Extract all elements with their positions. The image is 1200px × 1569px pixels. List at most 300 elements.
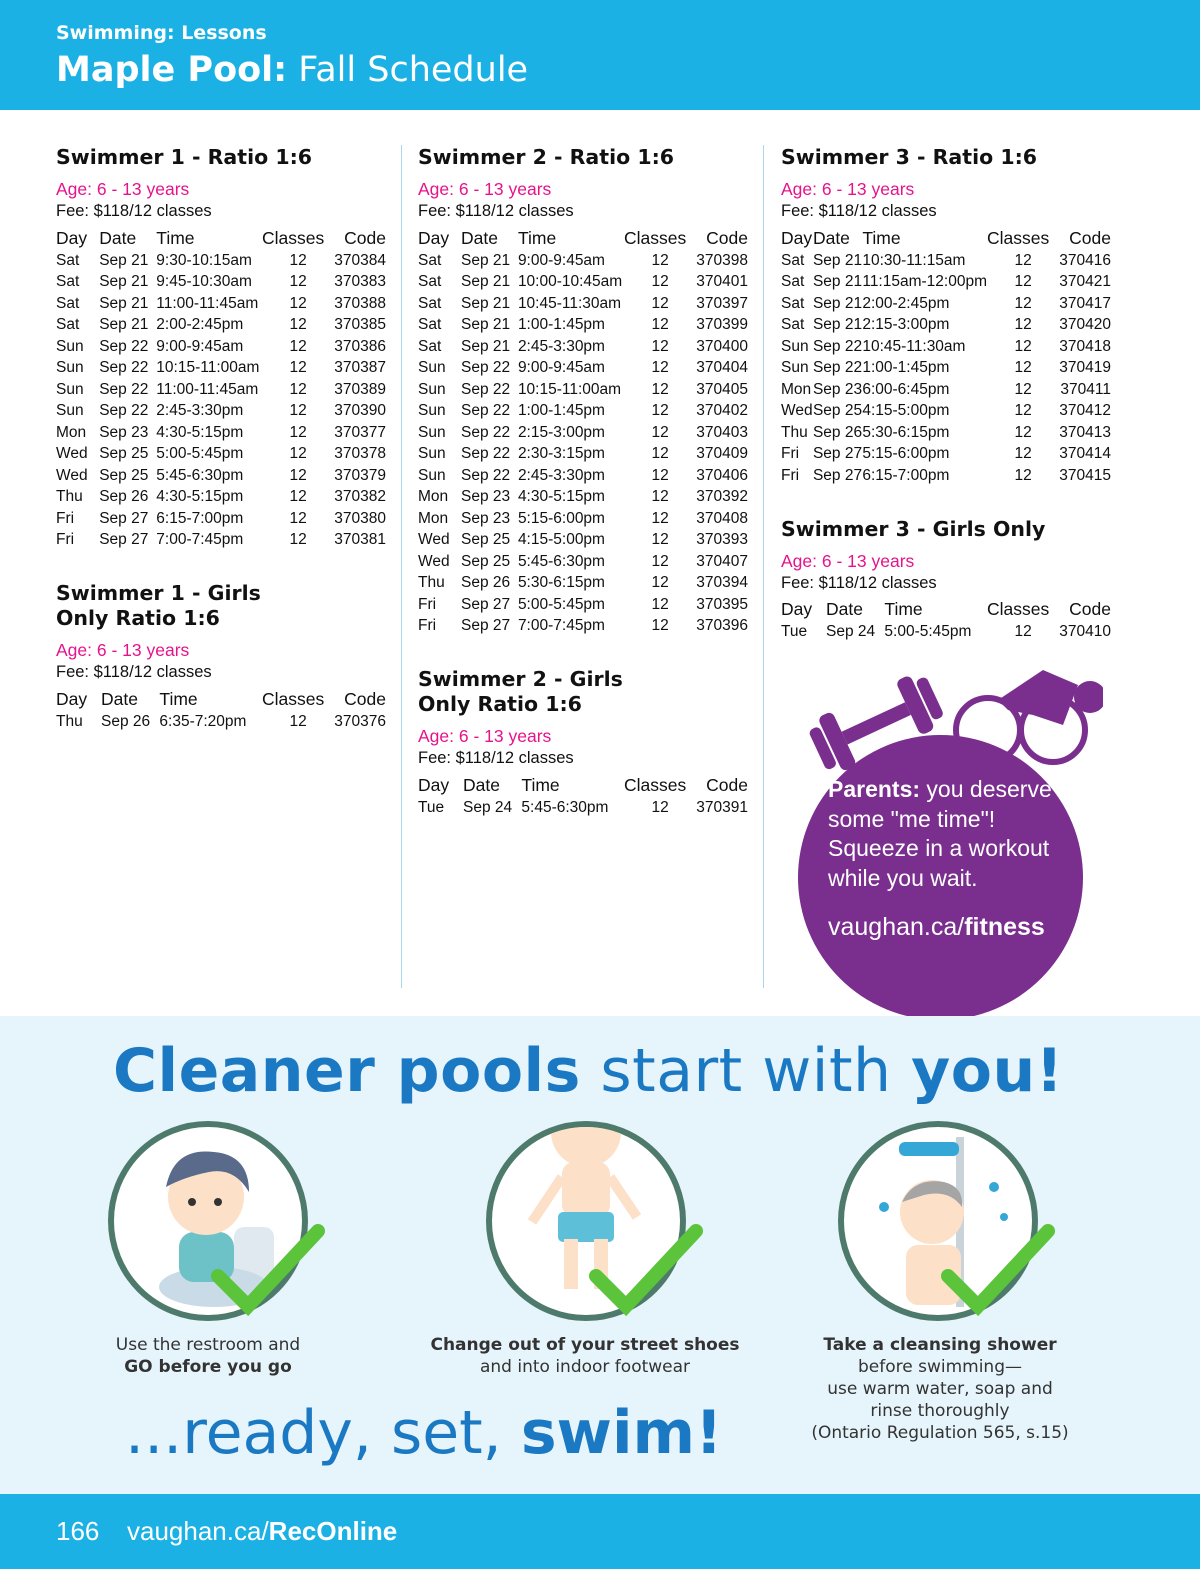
cell-code: 370406 (696, 466, 748, 484)
cell-code: 370421 (1059, 273, 1111, 291)
caption-line-bold: Change out of your street shoes (430, 1335, 740, 1355)
cell-code: 370411 (1060, 380, 1111, 398)
cell-date: Sep 24 (463, 798, 513, 816)
cell-date: Sep 26 (99, 488, 149, 506)
cell-code: 370418 (1059, 337, 1111, 355)
cell-day: Sat (418, 251, 442, 269)
cell-date: Sep 27 (461, 617, 511, 635)
column-header-time: Time (159, 688, 198, 709)
fitness-url-bold: fitness (964, 913, 1045, 941)
cell-code: 370380 (334, 509, 386, 527)
cell-time: 5:45-6:30pm (156, 466, 244, 484)
cell-date: Sep 22 (99, 380, 149, 398)
cell-day: Sat (418, 337, 442, 355)
column-header-time: Time (517, 227, 557, 248)
cell-classes: 12 (289, 466, 307, 484)
cell-classes: 12 (651, 402, 669, 420)
table-row (781, 444, 1111, 466)
table-header-row (781, 598, 1111, 622)
cell-classes: 12 (651, 294, 669, 312)
column-header-classes: Classes (624, 227, 687, 248)
table-row (56, 250, 386, 272)
cell-classes: 12 (289, 359, 307, 377)
cell-day: Wed (56, 466, 88, 484)
page-title (56, 50, 528, 90)
column-header-classes: Classes (987, 599, 1050, 619)
title-part-a: Cleaner pools (113, 1036, 581, 1106)
cell-time: 4:15-5:00pm (862, 402, 950, 420)
table-row (781, 622, 1111, 644)
caption-restroom (48, 1334, 368, 1378)
cell-code: 370409 (696, 445, 748, 463)
cell-date: Sep 22 (461, 402, 511, 420)
cell-day: Thu (781, 423, 808, 441)
cell-code: 370388 (334, 294, 386, 312)
table-row (418, 508, 748, 530)
age-range: Age: 6 - 13 years (781, 550, 915, 571)
cell-time: 1:00-1:45pm (862, 359, 950, 377)
table-row (56, 358, 386, 380)
caption-shoes (425, 1334, 745, 1378)
table-row (56, 444, 386, 466)
cell-code: 370408 (696, 509, 748, 527)
cell-time: 11:00-11:45am (156, 294, 259, 312)
cell-date: Sep 21 (99, 273, 149, 291)
footer-url-bold: RecOnline (268, 1516, 398, 1546)
cell-code: 370390 (334, 402, 386, 420)
table-row (418, 797, 748, 819)
caption-line: (Ontario Regulation 565, s.15) (811, 1423, 1069, 1443)
table-row (418, 594, 748, 616)
cell-code: 370413 (1059, 423, 1111, 441)
cell-date: Sep 21 (99, 316, 149, 334)
cell-time: 5:00-5:45pm (884, 623, 972, 641)
cell-classes: 12 (1014, 294, 1032, 312)
cell-date: Sep 27 (99, 531, 149, 549)
column-header-day: Day (781, 227, 813, 248)
cell-code: 370397 (696, 294, 748, 312)
cell-day: Tue (781, 623, 808, 641)
table-row (56, 465, 386, 487)
cell-time: 2:30-3:15pm (517, 445, 605, 463)
shower-illustration (838, 1121, 1038, 1321)
schedule-table (56, 687, 386, 733)
cell-time: 9:30-10:15am (156, 251, 252, 269)
cell-date: Sep 23 (812, 380, 863, 398)
cell-code: 370383 (334, 273, 386, 291)
column-header-day: Day (418, 774, 450, 795)
cell-code: 370402 (696, 402, 748, 420)
column-header-code: Code (1069, 599, 1111, 619)
cell-time: 2:45-3:30pm (156, 402, 244, 420)
caption-line: use warm water, soap and (827, 1379, 1053, 1399)
cleaner-pools-banner (0, 1016, 1200, 1494)
cell-day: Mon (56, 423, 87, 441)
cell-classes: 12 (651, 509, 669, 527)
cell-day: Wed (418, 552, 450, 570)
cell-classes: 12 (289, 294, 307, 312)
cell-day: Sun (418, 359, 446, 377)
table-row (418, 551, 748, 573)
cell-time: 2:45-3:30pm (517, 337, 605, 355)
cell-day: Tue (418, 798, 445, 816)
cell-classes: 12 (289, 402, 307, 420)
cell-classes: 12 (289, 712, 307, 730)
schedule-block (56, 581, 386, 733)
cell-day: Fri (56, 509, 75, 527)
cell-date: Sep 22 (812, 337, 863, 355)
table-row (781, 336, 1111, 358)
cell-classes: 12 (651, 316, 669, 334)
table-row (418, 616, 748, 638)
fitness-promo[interactable] (783, 655, 1103, 1005)
cell-day: Fri (56, 531, 75, 549)
caption-line-bold: Take a cleansing shower (823, 1335, 1057, 1355)
schedule-block (781, 517, 1111, 644)
cell-date: Sep 22 (461, 359, 511, 377)
table-row (56, 315, 386, 337)
cell-code: 370416 (1059, 251, 1111, 269)
cell-classes: 12 (1014, 380, 1032, 398)
cell-day: Sun (781, 337, 809, 355)
cell-code: 370395 (696, 595, 748, 613)
column-header-classes: Classes (987, 227, 1050, 248)
cell-time: 7:00-7:45pm (156, 531, 244, 549)
cell-classes: 12 (1014, 316, 1032, 334)
cell-code: 370419 (1059, 359, 1111, 377)
cell-time: 6:00-6:45pm (862, 380, 950, 398)
cell-day: Sat (418, 273, 442, 291)
table-row (781, 465, 1111, 487)
column-header-time: Time (884, 599, 923, 619)
table-row (56, 293, 386, 315)
table-row (418, 530, 748, 552)
cell-code: 370386 (334, 337, 386, 355)
age-range: Age: 6 - 13 years (56, 179, 190, 199)
cell-classes: 12 (289, 509, 307, 527)
cell-time: 10:15-11:00am (517, 380, 622, 398)
table-header-row (781, 226, 1111, 250)
cell-date: Sep 21 (812, 273, 863, 291)
table-row (781, 422, 1111, 444)
fee: Fee: $118/12 classes (418, 202, 574, 220)
cell-time: 6:15-7:00pm (862, 466, 950, 484)
cell-date: Sep 25 (99, 445, 149, 463)
restroom-illustration (108, 1121, 308, 1321)
block-title: Swimmer 1 - Girls Only Ratio 1:6 (56, 581, 261, 630)
table-row (418, 250, 748, 272)
cell-day: Sat (781, 294, 805, 312)
cell-code: 370385 (334, 316, 386, 334)
footer-link[interactable] (127, 1516, 397, 1547)
cell-code: 370412 (1059, 402, 1111, 420)
caption-line: rinse thoroughly (870, 1401, 1010, 1421)
title-rest: Fall Schedule (287, 50, 529, 90)
fitness-url-plain: vaughan.ca/ (828, 913, 965, 941)
table-row (418, 336, 748, 358)
cell-date: Sep 27 (99, 509, 149, 527)
cell-classes: 12 (651, 552, 669, 570)
cell-time: 5:45-6:30pm (517, 552, 605, 570)
cell-code: 370399 (696, 316, 748, 334)
cell-day: Thu (418, 574, 445, 592)
cell-classes: 12 (1014, 623, 1032, 641)
table-row (56, 422, 386, 444)
page-number: 166 (56, 1516, 100, 1546)
cell-time: 4:30-5:15pm (156, 423, 244, 441)
column-header-code: Code (706, 774, 748, 795)
column-header-code: Code (344, 227, 386, 248)
cell-date: Sep 25 (812, 402, 863, 420)
cell-time: 10:00-10:45am (517, 273, 623, 291)
cell-day: Sat (56, 273, 80, 291)
cell-classes: 12 (651, 337, 669, 355)
cell-date: Sep 26 (461, 574, 511, 592)
checkmark-icon (586, 1221, 706, 1321)
cell-day: Sun (418, 466, 446, 484)
cell-classes: 12 (1014, 402, 1032, 420)
cell-date: Sep 22 (812, 359, 863, 377)
cell-code: 370384 (334, 251, 386, 269)
age-range: Age: 6 - 13 years (418, 179, 552, 199)
cell-time: 5:45-6:30pm (521, 798, 609, 816)
fee: Fee: $118/12 classes (781, 573, 937, 592)
table-row (56, 711, 386, 733)
cell-date: Sep 21 (461, 337, 511, 355)
fee: Fee: $118/12 classes (781, 202, 937, 220)
cell-code: 370417 (1059, 294, 1111, 312)
caption-line: before swimming— (857, 1357, 1022, 1377)
cell-code: 370404 (696, 359, 748, 377)
cell-time: 5:30-6:15pm (862, 423, 950, 441)
fitness-message (828, 775, 1058, 893)
table-row (418, 573, 748, 595)
cell-code: 370382 (334, 488, 386, 506)
cell-code: 370387 (334, 359, 386, 377)
cell-time: 10:15-11:00am (156, 359, 260, 377)
table-row (418, 422, 748, 444)
cell-classes: 12 (1014, 359, 1032, 377)
cell-classes: 12 (289, 531, 307, 549)
cell-date: Sep 22 (461, 423, 511, 441)
cell-date: Sep 27 (812, 445, 863, 463)
column-header-time: Time (862, 227, 901, 248)
cell-date: Sep 25 (99, 466, 149, 484)
age-range: Age: 6 - 13 years (56, 640, 190, 660)
cell-day: Sat (418, 294, 442, 312)
column-header-day: Day (418, 227, 450, 248)
cell-classes: 12 (651, 251, 669, 269)
schedule-column-2 (418, 145, 748, 849)
cell-time: 4:30-5:15pm (156, 488, 244, 506)
cell-time: 5:00-5:45pm (156, 445, 244, 463)
schedule-table (781, 226, 1111, 487)
cell-date: Sep 21 (461, 251, 511, 269)
cell-classes: 12 (651, 359, 669, 377)
column-header-date: Date (812, 227, 850, 248)
cell-date: Sep 24 (826, 623, 876, 641)
schedule-table (418, 226, 748, 637)
cell-code: 370379 (334, 466, 386, 484)
cell-classes: 12 (1014, 423, 1032, 441)
column-divider (401, 145, 402, 988)
age-range: Age: 6 - 13 years (781, 179, 915, 199)
cell-date: Sep 21 (99, 251, 149, 269)
block-title: Swimmer 2 - Ratio 1:6 (418, 145, 675, 169)
cell-time: 7:00-7:45pm (517, 617, 605, 635)
cell-code: 370392 (696, 488, 748, 506)
cell-code: 370415 (1059, 466, 1111, 484)
table-row (418, 401, 748, 423)
caption-line: Use the restroom and (115, 1335, 301, 1355)
cell-day: Fri (418, 617, 437, 635)
cell-time: 4:30-5:15pm (517, 488, 605, 506)
cell-day: Wed (418, 531, 450, 549)
page-footer (0, 1494, 1200, 1569)
cell-classes: 12 (651, 273, 669, 291)
footer-url-plain: vaughan.ca/ (127, 1516, 269, 1546)
cell-time: 2:00-2:45pm (156, 316, 244, 334)
cell-date: Sep 21 (812, 316, 863, 334)
cell-time: 2:15-3:00pm (517, 423, 605, 441)
cell-date: Sep 27 (812, 466, 863, 484)
schedule-table (418, 773, 748, 819)
fitness-link[interactable] (828, 913, 1045, 942)
cell-day: Thu (56, 712, 83, 730)
cell-date: Sep 21 (461, 273, 511, 291)
table-row (56, 508, 386, 530)
table-row (56, 401, 386, 423)
column-header-date: Date (461, 227, 498, 248)
table-row (781, 379, 1111, 401)
cell-classes: 12 (289, 273, 307, 291)
cell-day: Sat (781, 316, 805, 334)
cell-date: Sep 22 (99, 359, 149, 377)
cell-day: Sun (781, 359, 809, 377)
cell-code: 370400 (696, 337, 748, 355)
cell-day: Sun (418, 402, 446, 420)
cell-classes: 12 (651, 574, 669, 592)
fitness-text: you deserve some "me time"! Squeeze in a workout while you wait. (828, 776, 1052, 891)
block-title: Swimmer 3 - Girls Only (781, 516, 1046, 541)
cell-date: Sep 23 (461, 488, 511, 506)
cell-date: Sep 25 (461, 531, 511, 549)
column-header-code: Code (706, 227, 748, 248)
cell-time: 10:45-11:30am (862, 337, 966, 355)
cell-time: 5:30-6:15pm (517, 574, 605, 592)
table-row (56, 487, 386, 509)
cell-time: 10:30-11:15am (862, 251, 966, 269)
cell-code: 370389 (334, 380, 386, 398)
age-range: Age: 6 - 13 years (418, 726, 552, 746)
schedule-block (781, 145, 1111, 487)
schedule-block (418, 145, 748, 637)
cell-classes: 12 (289, 488, 307, 506)
schedule-column-1 (56, 145, 386, 763)
shoes-illustration (486, 1121, 686, 1321)
column-header-date: Date (99, 227, 137, 248)
cell-classes: 12 (1014, 337, 1032, 355)
cell-date: Sep 23 (99, 423, 149, 441)
cell-code: 370420 (1059, 316, 1111, 334)
cell-code: 370407 (696, 552, 748, 570)
column-header-code: Code (344, 688, 386, 709)
table-row (418, 465, 748, 487)
cell-time: 1:00-1:45pm (517, 402, 605, 420)
cell-time: 5:15-6:00pm (517, 509, 605, 527)
table-row (781, 358, 1111, 380)
cell-day: Fri (418, 595, 437, 613)
cell-time: 1:00-1:45pm (517, 316, 605, 334)
cell-code: 370377 (334, 423, 386, 441)
cell-time: 11:00-11:45am (156, 380, 259, 398)
cell-day: Sun (56, 402, 84, 420)
cell-date: Sep 25 (461, 552, 511, 570)
cell-classes: 12 (1014, 251, 1032, 269)
cell-day: Sun (56, 359, 84, 377)
column-divider (763, 145, 764, 988)
cell-date: Sep 26 (101, 712, 151, 730)
cell-classes: 12 (651, 423, 669, 441)
cell-code: 370396 (696, 617, 748, 635)
cell-day: Sun (418, 380, 446, 398)
cell-date: Sep 23 (461, 509, 511, 527)
table-row (418, 358, 748, 380)
cell-day: Sat (56, 316, 80, 334)
cell-time: 6:15-7:00pm (156, 509, 244, 527)
cell-day: Sun (418, 423, 446, 441)
cell-code: 370378 (334, 445, 386, 463)
column-header-time: Time (521, 774, 560, 795)
column-header-classes: Classes (624, 774, 687, 795)
cell-classes: 12 (651, 445, 669, 463)
table-row (781, 250, 1111, 272)
cell-classes: 12 (651, 798, 669, 816)
cell-code: 370391 (696, 798, 748, 816)
cell-classes: 12 (1014, 466, 1032, 484)
cell-day: Sat (418, 316, 442, 334)
table-row (418, 444, 748, 466)
table-row (418, 379, 748, 401)
block-title: Swimmer 1 - Ratio 1:6 (56, 145, 313, 169)
column-header-time: Time (156, 227, 195, 248)
cell-code: 370376 (334, 712, 386, 730)
cell-classes: 12 (651, 617, 669, 635)
cell-code: 370410 (1059, 623, 1111, 641)
cell-day: Sat (781, 251, 805, 269)
title-part-b: start with (580, 1036, 912, 1106)
schedule-block (418, 667, 748, 819)
cell-date: Sep 22 (461, 380, 511, 398)
table-header-row (418, 226, 748, 250)
cell-code: 370381 (334, 531, 386, 549)
table-row (418, 315, 748, 337)
schedule-table (56, 226, 386, 551)
table-row (56, 336, 386, 358)
cell-code: 370403 (696, 423, 748, 441)
cell-date: Sep 21 (99, 294, 149, 312)
cell-date: Sep 27 (461, 595, 511, 613)
fee: Fee: $118/12 classes (418, 749, 574, 767)
schedule-table (781, 598, 1111, 644)
caption-line: and into indoor footwear (479, 1357, 691, 1377)
table-header-row (418, 773, 748, 797)
ready-part-b: swim! (520, 1398, 723, 1468)
cell-time: 2:15-3:00pm (862, 316, 950, 334)
cell-classes: 12 (289, 380, 307, 398)
cell-code: 370401 (696, 273, 748, 291)
block-title: Swimmer 2 - Girls Only Ratio 1:6 (418, 667, 623, 716)
